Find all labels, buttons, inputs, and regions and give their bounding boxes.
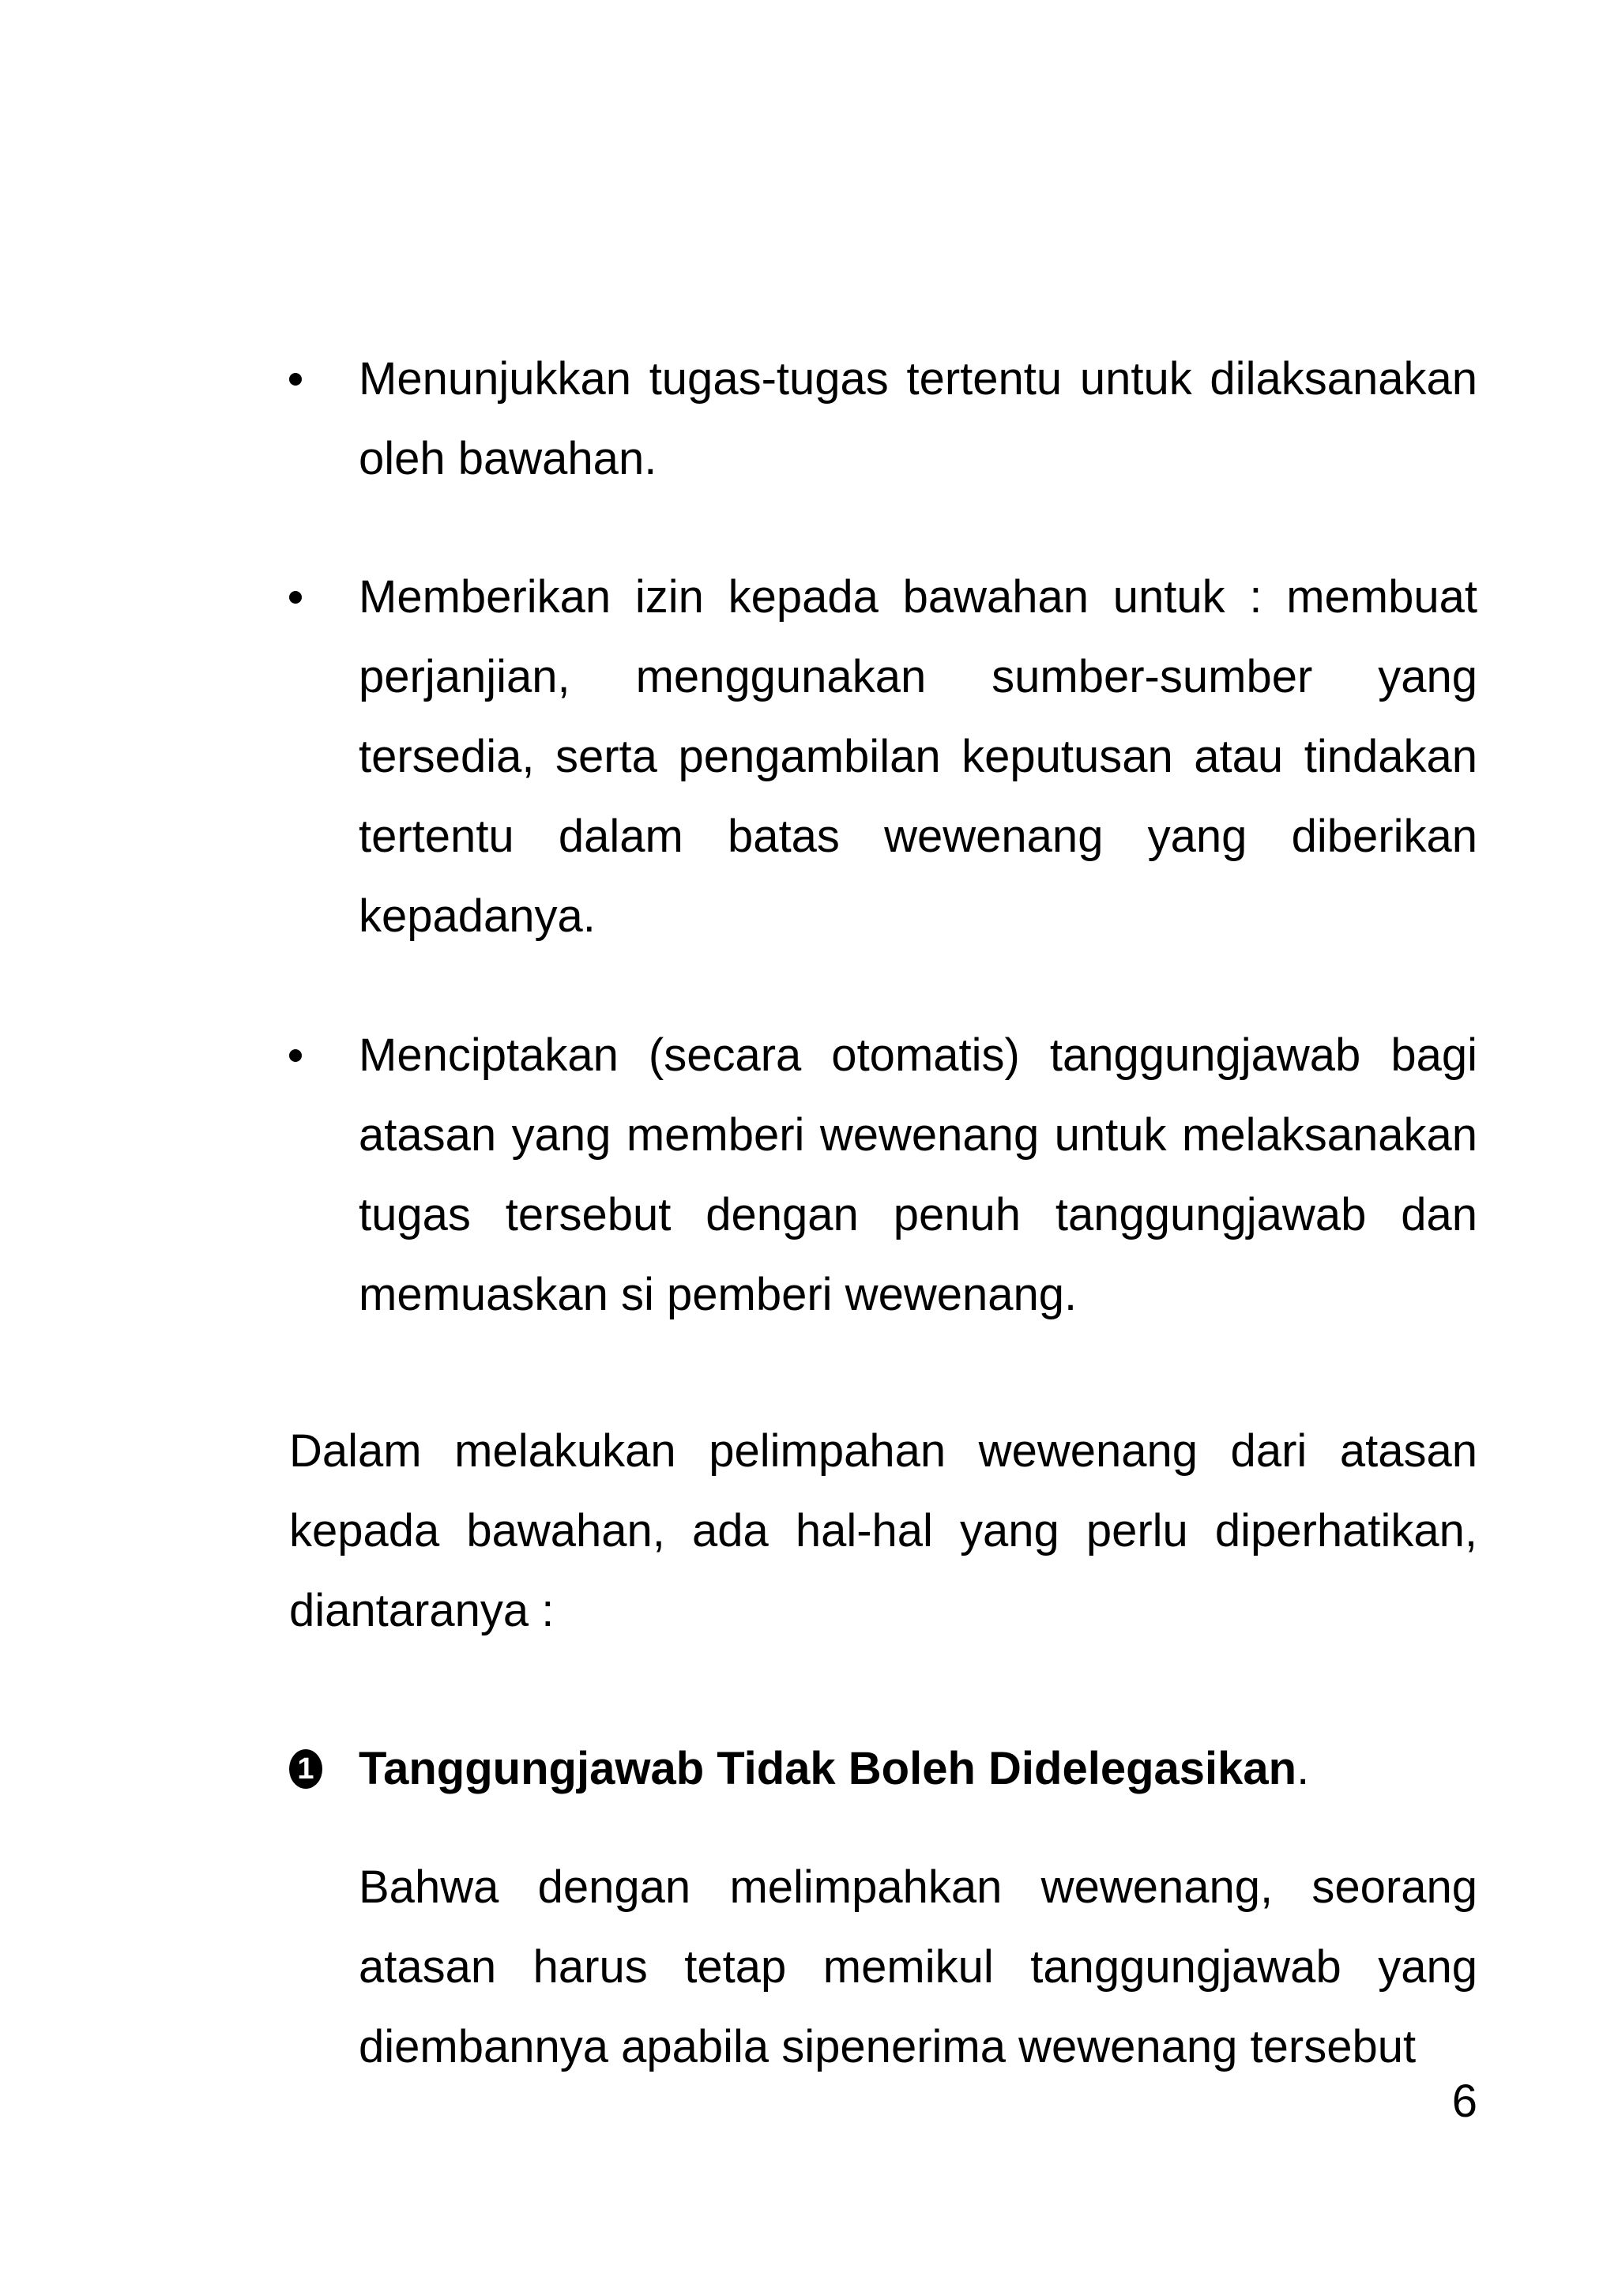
bullet-text: Memberikan izin kepada bawahan untuk : membuat perjanjian, menggunakan sumber-sumber yang tersedia, serta pengambilan keputusan atau tindakan tertentu dalam batas wewenang yang diberikan kepadanya.: [359, 571, 1477, 942]
section-heading: [359, 1729, 1309, 1809]
bullet-text: Menunjukkan tugas-tugas tertentu untuk dilaksanakan oleh bawahan.: [359, 353, 1477, 484]
section-body: Bahwa dengan melimpahkan wewenang, seorang atasan harus tetap memikul tanggungjawab yang diembannya apabila sipenerima wewenang tersebut: [359, 1861, 1477, 2072]
bullet-icon: [289, 1049, 302, 1062]
page-number: 6: [1451, 2076, 1477, 2127]
number-one-icon: 1: [289, 1749, 322, 1789]
bullet-icon: [289, 591, 302, 604]
section-heading-text: Tanggungjawab Tidak Boleh Didelegasikan: [359, 1743, 1297, 1794]
section-heading-period: .: [1296, 1743, 1310, 1794]
intro-paragraph: Dalam melakukan pelimpahan wewenang dari atasan kepada bawahan, ada hal-hal yang perlu diperhatikan, diantaranya :: [289, 1425, 1477, 1636]
bullet-text: Menciptakan (secara otomatis) tanggungjawab bagi atasan yang memberi wewenang untuk melaksanakan tugas tersebut dengan penuh tanggungjawab dan memuaskan si pemberi wewenang.: [359, 1029, 1477, 1320]
bullet-icon: [289, 373, 302, 386]
